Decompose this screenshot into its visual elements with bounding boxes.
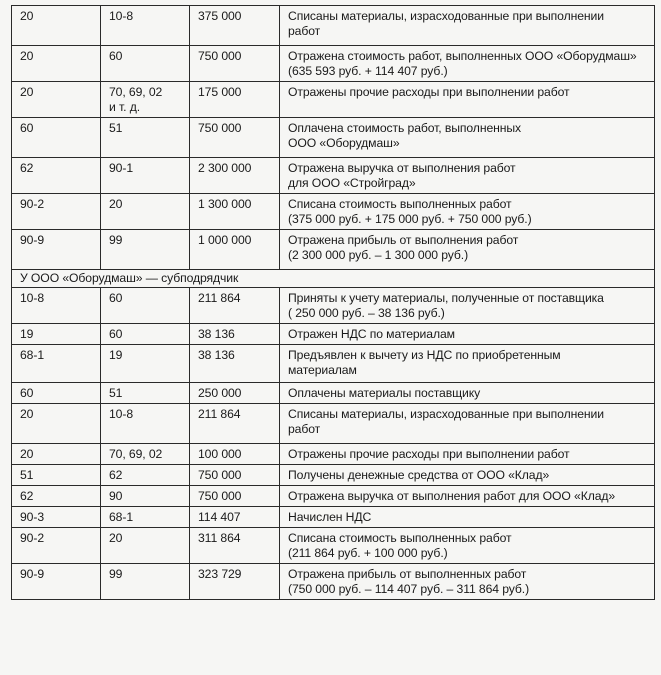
debit-cell: 60 xyxy=(12,118,101,158)
table-row xyxy=(12,465,655,486)
debit-cell: 10-8 xyxy=(12,288,101,324)
credit-cell: 10-8 xyxy=(101,6,190,46)
debit-cell: 90-9 xyxy=(12,230,101,270)
credit-cell: 68-1 xyxy=(101,507,190,528)
table-row xyxy=(12,345,655,383)
credit-cell: 20 xyxy=(101,528,190,564)
table-row xyxy=(12,46,655,82)
credit-cell: 10-8 xyxy=(101,404,190,444)
amount-cell: 175 000 xyxy=(190,82,280,118)
credit-cell: 90 xyxy=(101,486,190,507)
table-row xyxy=(12,324,655,345)
credit-cell: 60 xyxy=(101,324,190,345)
credit-cell: 51 xyxy=(101,383,190,404)
amount-cell: 250 000 xyxy=(190,383,280,404)
description-cell: Получены денежные средства от ООО «Клад» xyxy=(280,465,655,486)
amount-cell: 750 000 xyxy=(190,465,280,486)
amount-cell: 38 136 xyxy=(190,345,280,383)
description-cell: Отражена прибыль от выполненных работ (750 000 руб. – 114 407 руб. – 311 864 руб.) xyxy=(280,564,655,600)
table-row xyxy=(12,564,655,600)
description-cell: Списана стоимость выполненных работ (211 864 руб. + 100 000 руб.) xyxy=(280,528,655,564)
table-row xyxy=(12,118,655,158)
credit-cell: 51 xyxy=(101,118,190,158)
debit-cell: 20 xyxy=(12,46,101,82)
description-cell: Отражены прочие расходы при выполнении работ xyxy=(280,82,655,118)
credit-cell: 70, 69, 02 xyxy=(101,444,190,465)
credit-cell: 90-1 xyxy=(101,158,190,194)
amount-cell: 375 000 xyxy=(190,6,280,46)
table-row xyxy=(12,194,655,230)
debit-cell: 90-2 xyxy=(12,194,101,230)
description-cell: Отражена стоимость работ, выполненных ООО «Оборудмаш» (635 593 руб. + 114 407 руб.) xyxy=(280,46,655,82)
table-row xyxy=(12,507,655,528)
amount-cell: 750 000 xyxy=(190,118,280,158)
amount-cell: 100 000 xyxy=(190,444,280,465)
credit-cell: 99 xyxy=(101,230,190,270)
table-row xyxy=(12,6,655,46)
table-row xyxy=(12,444,655,465)
section-heading-row xyxy=(12,270,655,288)
description-cell: Отражена выручка от выполнения работ для ООО «Стройград» xyxy=(280,158,655,194)
table-row xyxy=(12,528,655,564)
amount-cell: 1 000 000 xyxy=(190,230,280,270)
credit-cell: 20 xyxy=(101,194,190,230)
table-row xyxy=(12,383,655,404)
description-cell: Приняты к учету материалы, полученные от поставщика ( 250 000 руб. – 38 136 руб.) xyxy=(280,288,655,324)
credit-cell: 70, 69, 02 и т. д. xyxy=(101,82,190,118)
credit-cell: 99 xyxy=(101,564,190,600)
table-row xyxy=(12,158,655,194)
credit-cell: 60 xyxy=(101,288,190,324)
credit-cell: 62 xyxy=(101,465,190,486)
description-cell: Списаны материалы, израсходованные при выполнении работ xyxy=(280,6,655,46)
table-row xyxy=(12,288,655,324)
description-cell: Начислен НДС xyxy=(280,507,655,528)
debit-cell: 60 xyxy=(12,383,101,404)
debit-cell: 90-3 xyxy=(12,507,101,528)
amount-cell: 38 136 xyxy=(190,324,280,345)
debit-cell: 20 xyxy=(12,6,101,46)
debit-cell: 51 xyxy=(12,465,101,486)
amount-cell: 323 729 xyxy=(190,564,280,600)
amount-cell: 750 000 xyxy=(190,46,280,82)
debit-cell: 68-1 xyxy=(12,345,101,383)
debit-cell: 20 xyxy=(12,404,101,444)
debit-cell: 19 xyxy=(12,324,101,345)
description-cell: Списаны материалы, израсходованные при выполнении работ xyxy=(280,404,655,444)
amount-cell: 2 300 000 xyxy=(190,158,280,194)
table-row xyxy=(12,404,655,444)
section-heading: У ООО «Оборудмаш» — субподрядчик xyxy=(20,271,239,285)
section-heading-cell xyxy=(12,270,655,288)
debit-cell: 90-2 xyxy=(12,528,101,564)
accounting-entries-table xyxy=(11,5,655,600)
credit-cell: 19 xyxy=(101,345,190,383)
amount-cell: 311 864 xyxy=(190,528,280,564)
description-cell: Отражена выручка от выполнения работ для ООО «Клад» xyxy=(280,486,655,507)
amount-cell: 211 864 xyxy=(190,404,280,444)
debit-cell: 20 xyxy=(12,82,101,118)
debit-cell: 62 xyxy=(12,158,101,194)
amount-cell: 211 864 xyxy=(190,288,280,324)
credit-cell: 60 xyxy=(101,46,190,82)
description-cell: Оплачены материалы поставщику xyxy=(280,383,655,404)
description-cell: Отражен НДС по материалам xyxy=(280,324,655,345)
debit-cell: 20 xyxy=(12,444,101,465)
debit-cell: 90-9 xyxy=(12,564,101,600)
amount-cell: 750 000 xyxy=(190,486,280,507)
table-row xyxy=(12,486,655,507)
table-row xyxy=(12,82,655,118)
description-cell: Предъявлен к вычету из НДС по приобретенным материалам xyxy=(280,345,655,383)
description-cell: Списана стоимость выполненных работ (375 000 руб. + 175 000 руб. + 750 000 руб.) xyxy=(280,194,655,230)
amount-cell: 114 407 xyxy=(190,507,280,528)
debit-cell: 62 xyxy=(12,486,101,507)
amount-cell: 1 300 000 xyxy=(190,194,280,230)
description-cell: Отражены прочие расходы при выполнении работ xyxy=(280,444,655,465)
description-cell: Отражена прибыль от выполнения работ (2 300 000 руб. – 1 300 000 руб.) xyxy=(280,230,655,270)
table-row xyxy=(12,230,655,270)
description-cell: Оплачена стоимость работ, выполненных ООО «Оборудмаш» xyxy=(280,118,655,158)
